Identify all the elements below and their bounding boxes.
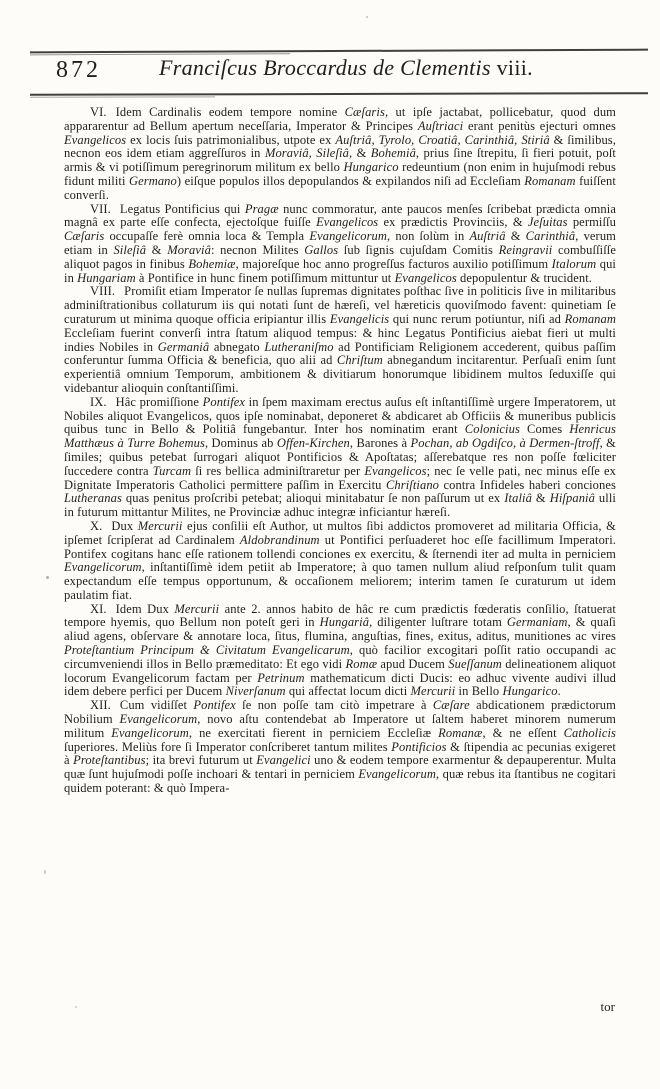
paragraph-text: Idem Cardinalis eodem tempore nomine Cæſaris, ut ipſe jactabat, pollicebatur, quod dum appararentur ad Bellum apertum neceſſaria, Imperator & Principes Auſtriaci erant penitùs ejecturi omnes Evangelicos ex locis ſuis patrimonialibus, utpote ex Auſtriâ, Tyrolo, Croatiâ, Carinthiâ, Stiriâ & ſimilibus, necnon eos idem etiam aggreſſuros in Moraviâ, Sileſiâ, & Bohemiâ, prius ſine ſtrepitu, ſi fieri potuit, poſt armis & vi potiſſimum peregrinorum militum ex bello Hungarico redeuntium (non enim in hujuſmodi rebus fidunt militi Germano) eiſque populos illos depopulandos & expilandos niſi ad Eccleſiam Romanam fuiſſent converſi. [64, 105, 617, 202]
scan-speck [75, 1006, 77, 1008]
header-rule-bottom [30, 92, 648, 96]
paragraph-number: VII. [90, 201, 111, 216]
paragraph-viii [64, 285, 616, 395]
paragraph-number: VIII. [90, 284, 116, 299]
catchword: tor [600, 999, 615, 1014]
paragraph-xii [64, 699, 616, 796]
scan-speck [46, 576, 49, 579]
paragraph-number: XI. [90, 601, 107, 616]
paragraph-text: Dux Mercurii ejus conſilii eſt Author, ut multos ſibi addictos promoveret ad militaria Officia, & ipſemet ſcripſerat ad Cardinalem Aldobrandinum ut Pontifici perſuaderet hoc eſſe facillimum Imperatori. Pontifex cogitans hanc eſſe rationem tollendi conciones ex exercitu, & ſternendi iter ad multa in perniciem Evangelicorum, inſtantiſſimè idem petiit ab Imperatore; à quo tamen nullum aliud reſponſum tulit quam expectandum eſſe tempus opportunum, & occaſionem meliorem; interim tamen ſe curaturum ut idem paulatim fiat. [64, 518, 616, 602]
running-title: Franciſcus Broccardus de Clementis viii. [159, 55, 533, 80]
paragraph-ix [64, 396, 616, 520]
paragraph-text: Hâc promiſſione Pontifex in ſpem maximam erectus auſus eſt inſtantiſſimè urgere Imperatorem, ut Nobiles aliquot Evangelicos, quos ipſe nominabat, deponeret & abdicaret ab Officiis & muneribus publicis quibus tunc in Bello & Politiâ fungebantur. Inter hos nominatim erant Colonicius Comes Henricus Matthæus à Turre Bohemus, Dominus ab Offen-Kirchen, Barones à Pochan, ab Ogdiſco, à Dermen-ſtroff, & ſimiles; quibus petebat ſurrogari aliquot Pontificios & Apoſtatas; aſſerebatque res non poſſe fœliciter ſuccedere contra Turcam ſi res bellica adminiſtraretur per Evangelicos; nec ſe velle pati, nec minus eſſe ex Dignitate Imperatoris Catholici permittere paſſim in Exercitu Chriſtiano contra Infideles haberi conciones Lutheranas quas penitus proſcribi petebat; alioqui minitabatur ſe non paſſurum ut ex Italiâ & Hiſpaniâ ulli in futurum mittantur Milites, ne Provinciæ adhuc integræ inficiantur hæreſi. [64, 394, 617, 520]
paragraph-text: Promiſit etiam Imperator ſe nullas ſupremas dignitates poſthac ſive in politicis ſive in militaribus adminiſtrationibus collaturum iis qui notati ſunt de hæreſi, vel hæreticis quoviſmodo favent: quinetiam ſe curaturum ut minima quoque officia eripiantur illis Evangelicis qui nunc rerum potiuntur, niſi ad Romanam Eccleſiam fuerint converſi intra ſtatum aliquod tempus: & hinc Legatus Pontificius aiebat fieri ut multi indies Nobiles in Germaniâ abnegato Lutheraniſmo ad Pontificiam Religionem accederent, quibus paſſim conferuntur ſumma Officia & beneficia, quo alii ad Chriſtum abnegandum incitarentur. Perſuaſi enim ſunt experientiâ omnium Temporum, ambitionem & divitiarum honorumque libidinem multos ſeduxiſſe qui videbantur alioquin conſtantiſſimi. [64, 284, 616, 395]
paragraph-xi [64, 603, 616, 700]
paragraph-number: VI. [90, 105, 107, 119]
paragraph-text: Idem Dux Mercurii ante 2. annos habito de hâc re cum prædictis fœderatis conſilio, ſtatuerat tempore hyemis, quo Bellum non poteſt geri in Hungariâ, diligenter luſtrare totam Germaniam, & quaſi aliud agens, obſervare & annotare loca, ſitus, flumina, anguſtias, fines, exitus, aditus, munitiones ac vires Proteſtantium Principum & Civitatum Evangelicarum, quò facilior excogitari poſſit ratio occupandi ac circumveniendi illos in Bello præmeditato: Et ego vidi Romæ apud Ducem Sueſſanum delineationem aliquot locorum Evangelicorum factam per Petrinum mathematicum dicti Ducis: eo adhuc vivente audivi illud idem debere perfici per Ducem Niverſanum qui affectat locum dicti Mercurii in Bello Hungarico. [64, 601, 617, 699]
scan-speck [366, 16, 368, 18]
paragraph-number: X. [90, 518, 103, 533]
paragraph-number: IX. [90, 394, 107, 409]
paragraph-text: Cum vidiſſet Pontifex ſe non poſſe tam citò impetrare à Cæſare abdicationem prædictorum Nobilium Evangelicorum, novo aſtu contendebat ab Imperatore ut ſaltem haberet minorem numerum militum Evangelicorum, ne exercitati fierent in perniciem Eccleſiæ Romanæ, & ne eſſent Catholicis ſuperiores. Meliùs fore ſi Imperator conſcriberet tantum milites Pontificios & ſtipendia ac pecunias exigeret à Proteſtantibus; ita brevi futurum ut Evangelici uno & eodem tempore exarmentur & depauperentur. Multa quæ ſunt hujuſmodi poſſe inchoari & tentari in perniciem Evangelicorum, quæ rebus ita ſtantibus ne cogitari quidem poterant: & quò Impera- [64, 698, 617, 796]
paragraph-text: Legatus Pontificius qui Pragæ nunc commoratur, ante paucos menſes ſcribebat prædicta omnia magnâ ex parte eſſe confecta, ejectoſque fuiſſe Evangelicos ex prædictis Provinciis, & Jeſuitas permiſſu Cæſaris occupaſſe ferè omnia loca & Templa Evangelicorum, non ſolùm in Auſtriâ & Carinthiâ, verum etiam in Sileſiâ & Moraviâ: necnon Milites Gallos ſub ſignis cujuſdam Comitis Reingravii combuſſiſſe aliquot pagos in finibus Bohemiæ, majoreſque hoc anno progreſſus facturos auxilio potiſſimum Italorum qui in Hungariam à Pontifice in hunc finem potiſſimum mittuntur ut Evangelicos depopulentur & trucident. [64, 201, 617, 285]
paragraph-vii [64, 203, 616, 286]
running-header [56, 53, 636, 89]
paragraph-x [64, 520, 616, 603]
paragraph-number: XII. [90, 698, 111, 713]
scan-speck [44, 870, 46, 874]
page-number: 872 [56, 57, 101, 83]
text-body [64, 106, 616, 796]
paragraph-vi [64, 106, 616, 203]
